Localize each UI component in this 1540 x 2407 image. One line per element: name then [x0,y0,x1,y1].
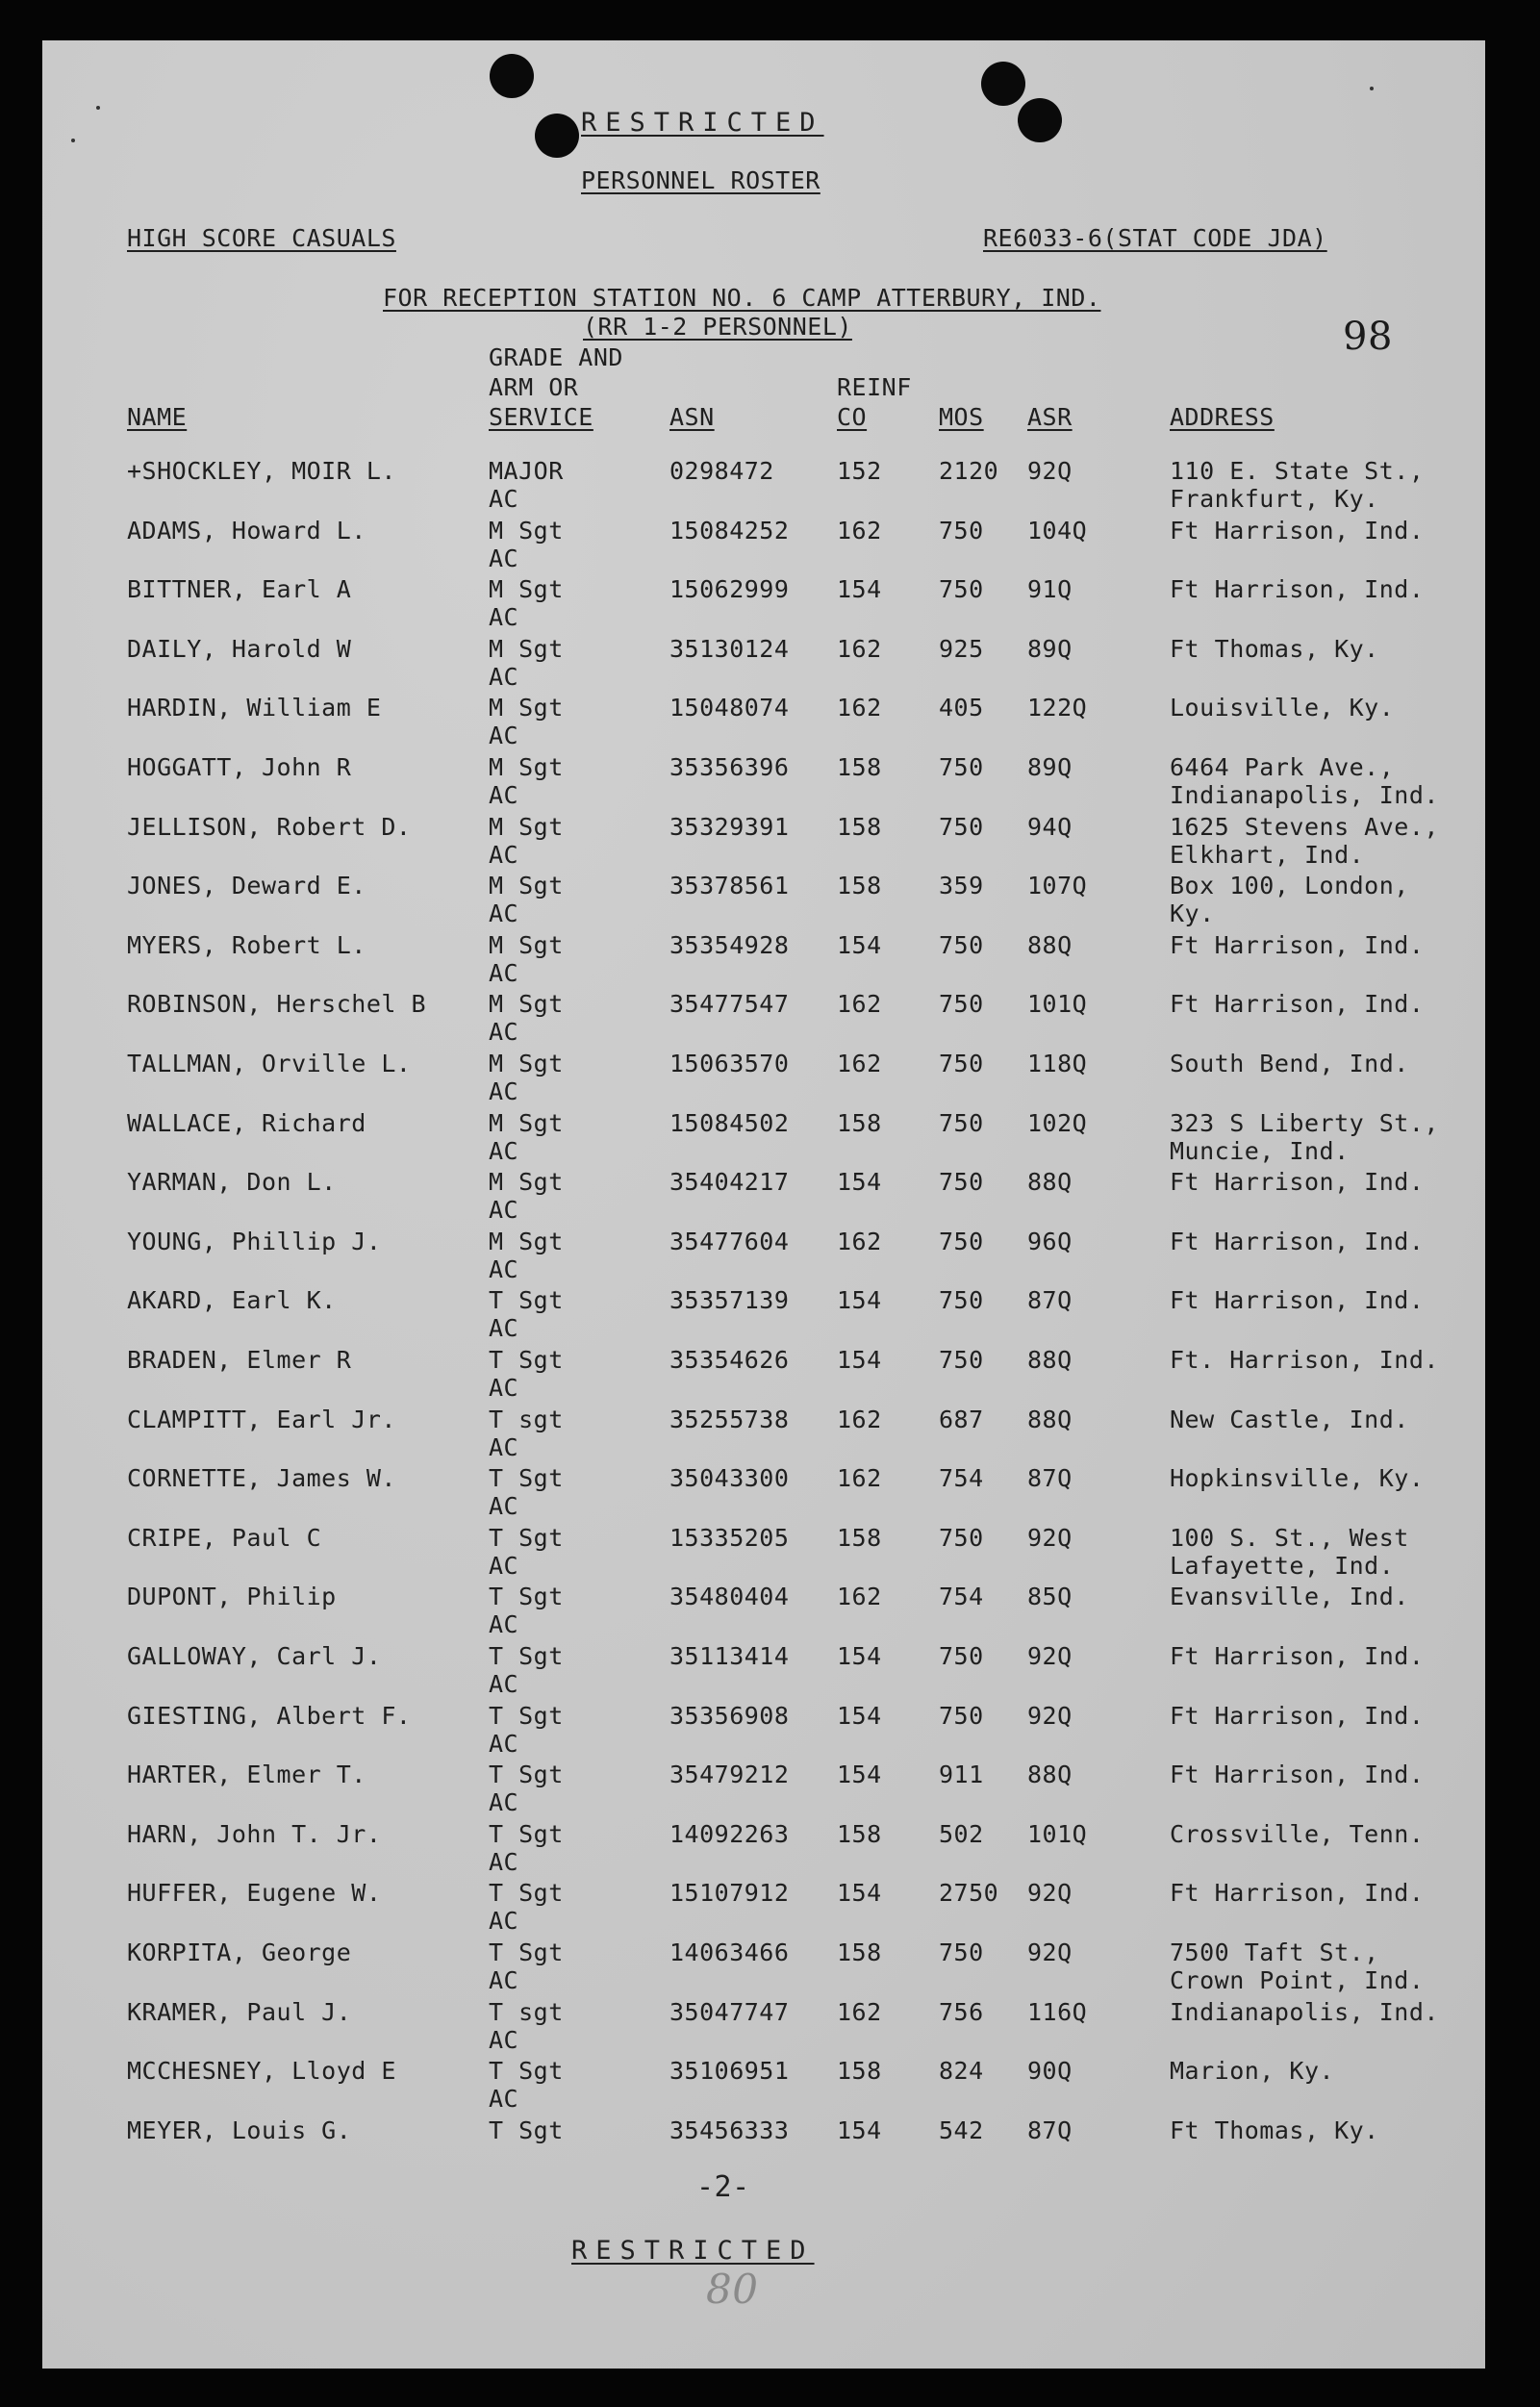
cell-mos: 750 [939,517,984,545]
cell-reinf-co: 158 [837,1524,882,1552]
cell-address-line1: Ft Thomas, Ky. [1170,2116,1379,2144]
cell-address-line2: Muncie, Ind. [1170,1137,1350,1165]
cell-grade: M Sgt [489,1050,564,1077]
cell-name: GIESTING, Albert F. [127,1702,412,1730]
cell-address-line1: Ft Harrison, Ind. [1170,990,1425,1018]
cell-address-line2: Elkhart, Ind. [1170,841,1365,869]
punch-hole [1018,98,1062,142]
cell-address-line1: Ft Harrison, Ind. [1170,1286,1425,1314]
cell-name: +SHOCKLEY, MOIR L. [127,457,396,485]
cell-reinf-co: 162 [837,1406,882,1433]
cell-reinf-co: 154 [837,1702,882,1730]
cell-asr: 89Q [1027,753,1073,781]
cell-asn: 35477547 [669,990,790,1018]
cell-address-line1: Ft Thomas, Ky. [1170,635,1379,663]
cell-asr: 91Q [1027,575,1073,603]
cell-asr: 92Q [1027,1702,1073,1730]
cell-reinf-co: 154 [837,1761,882,1788]
cell-mos: 750 [939,1109,984,1137]
document-title: PERSONNEL ROSTER [581,166,820,194]
cell-reinf-co: 158 [837,872,882,899]
cell-name: MYERS, Robert L. [127,931,366,959]
cell-address-line2: Ky. [1170,899,1215,927]
cell-address-line1: 7500 Taft St., [1170,1938,1379,1966]
cell-mos: 750 [939,1346,984,1374]
cell-reinf-co: 162 [837,1050,882,1077]
cell-mos: 911 [939,1761,984,1788]
header-grade-line2: ARM OR [489,373,579,401]
cell-grade: M Sgt [489,1168,564,1196]
cell-arm: AC [489,1848,519,1876]
cell-mos: 750 [939,1938,984,1966]
cell-mos: 542 [939,2116,984,2144]
cell-mos: 756 [939,1998,984,2026]
cell-asr: 88Q [1027,1406,1073,1433]
cell-asn: 15335205 [669,1524,790,1552]
cell-mos: 750 [939,1642,984,1670]
cell-asn: 14063466 [669,1938,790,1966]
cell-address-line1: Box 100, London, [1170,872,1409,899]
classification-header: RESTRICTED [581,108,824,138]
cell-name: MCCHESNEY, Lloyd E [127,2057,396,2085]
cell-asr: 96Q [1027,1228,1073,1255]
cell-arm: AC [489,1018,519,1046]
cell-asn: 15084252 [669,517,790,545]
cell-asr: 88Q [1027,931,1073,959]
cell-name: BITTNER, Earl A [127,575,352,603]
cell-name: KORPITA, George [127,1938,352,1966]
cell-address-line1: Ft Harrison, Ind. [1170,575,1425,603]
cell-mos: 750 [939,1228,984,1255]
cell-mos: 925 [939,635,984,663]
cell-grade: M Sgt [489,872,564,899]
cell-reinf-co: 162 [837,517,882,545]
cell-asr: 85Q [1027,1583,1073,1610]
cell-arm: AC [489,1492,519,1520]
cell-asn: 15048074 [669,694,790,722]
punch-hole [535,114,579,158]
punch-hole [490,54,534,98]
cell-name: YOUNG, Phillip J. [127,1228,382,1255]
cell-mos: 750 [939,931,984,959]
cell-name: ADAMS, Howard L. [127,517,366,545]
cell-name: BRADEN, Elmer R [127,1346,352,1374]
cell-grade: M Sgt [489,1228,564,1255]
cell-reinf-co: 154 [837,1879,882,1907]
cell-address-line1: Ft. Harrison, Ind. [1170,1346,1439,1374]
cell-asn: 15107912 [669,1879,790,1907]
cell-grade: M Sgt [489,1109,564,1137]
cell-arm: AC [489,1788,519,1816]
cell-address-line1: Ft Harrison, Ind. [1170,1761,1425,1788]
punch-hole [981,62,1025,106]
cell-name: HARDIN, William E [127,694,382,722]
cell-grade: T Sgt [489,1464,564,1492]
cell-mos: 405 [939,694,984,722]
cell-address-line1: Ft Harrison, Ind. [1170,1702,1425,1730]
cell-address-line1: South Bend, Ind. [1170,1050,1409,1077]
cell-address-line1: Ft Harrison, Ind. [1170,931,1425,959]
page-number: 98 [1343,315,1393,359]
cell-asr: 92Q [1027,1642,1073,1670]
cell-asr: 92Q [1027,457,1073,485]
cell-name: AKARD, Earl K. [127,1286,337,1314]
cell-asr: 88Q [1027,1168,1073,1196]
cell-arm: AC [489,2085,519,2113]
cell-asn: 35404217 [669,1168,790,1196]
cell-arm: AC [489,1433,519,1461]
cell-reinf-co: 162 [837,694,882,722]
cell-reinf-co: 154 [837,1168,882,1196]
cell-reinf-co: 154 [837,575,882,603]
cell-name: ROBINSON, Herschel B [127,990,427,1018]
cell-name: WALLACE, Richard [127,1109,366,1137]
cell-mos: 750 [939,813,984,841]
cell-grade: M Sgt [489,635,564,663]
header-asn: ASN [669,403,715,431]
cell-address-line1: Ft Harrison, Ind. [1170,517,1425,545]
cell-address-line1: Hopkinsville, Ky. [1170,1464,1425,1492]
cell-arm: AC [489,663,519,691]
header-address: ADDRESS [1170,403,1275,431]
cell-reinf-co: 154 [837,1286,882,1314]
cell-arm: AC [489,1670,519,1698]
cell-reinf-co: 158 [837,1938,882,1966]
cell-asr: 88Q [1027,1761,1073,1788]
cell-asn: 35113414 [669,1642,790,1670]
cell-address-line2: Crown Point, Ind. [1170,1966,1425,1994]
cell-reinf-co: 158 [837,1109,882,1137]
paper-speck [71,139,75,142]
cell-name: HARTER, Elmer T. [127,1761,366,1788]
cell-asr: 101Q [1027,1820,1088,1848]
cell-address-line1: Indianapolis, Ind. [1170,1998,1439,2026]
header-asr: ASR [1027,403,1073,431]
roster-code: RE6033-6(STAT CODE JDA) [983,224,1327,252]
cell-address-line2: Indianapolis, Ind. [1170,781,1439,809]
cell-grade: M Sgt [489,694,564,722]
cell-address-line2: Frankfurt, Ky. [1170,485,1379,513]
cell-grade: T Sgt [489,1642,564,1670]
cell-arm: AC [489,1907,519,1935]
cell-address-line1: New Castle, Ind. [1170,1406,1409,1433]
cell-mos: 750 [939,1524,984,1552]
cell-asr: 87Q [1027,1286,1073,1314]
cell-asr: 87Q [1027,1464,1073,1492]
cell-mos: 750 [939,1702,984,1730]
cell-asn: 35255738 [669,1406,790,1433]
cell-name: CORNETTE, James W. [127,1464,396,1492]
cell-asn: 35130124 [669,635,790,663]
header-grade-line1: GRADE AND [489,343,623,371]
cell-reinf-co: 154 [837,2116,882,2144]
cell-asn: 35356908 [669,1702,790,1730]
cell-address-line1: Louisville, Ky. [1170,694,1395,722]
cell-asr: 90Q [1027,2057,1073,2085]
cell-asn: 35356396 [669,753,790,781]
cell-mos: 824 [939,2057,984,2085]
cell-arm: AC [489,1137,519,1165]
cell-asr: 92Q [1027,1524,1073,1552]
cell-asn: 0298472 [669,457,774,485]
cell-asn: 35456333 [669,2116,790,2144]
cell-asr: 92Q [1027,1938,1073,1966]
cell-reinf-co: 162 [837,990,882,1018]
cell-name: KRAMER, Paul J. [127,1998,352,2026]
cell-grade: T sgt [489,1406,564,1433]
cell-reinf-co: 162 [837,1583,882,1610]
cell-arm: AC [489,1077,519,1105]
cell-address-line1: Ft Harrison, Ind. [1170,1168,1425,1196]
cell-mos: 2120 [939,457,999,485]
cell-asr: 107Q [1027,872,1088,899]
cell-reinf-co: 158 [837,2057,882,2085]
cell-arm: AC [489,959,519,987]
cell-asn: 35480404 [669,1583,790,1610]
cell-grade: T Sgt [489,1346,564,1374]
cell-asn: 35378561 [669,872,790,899]
paper-speck [96,106,100,110]
cell-asn: 35329391 [669,813,790,841]
classification-footer: RESTRICTED [571,2236,815,2266]
cell-asn: 14092263 [669,1820,790,1848]
cell-mos: 754 [939,1464,984,1492]
cell-arm: AC [489,841,519,869]
cell-name: TALLMAN, Orville L. [127,1050,412,1077]
cell-asn: 35357139 [669,1286,790,1314]
cell-reinf-co: 152 [837,457,882,485]
cell-name: CLAMPITT, Earl Jr. [127,1406,396,1433]
cell-asn: 35354626 [669,1346,790,1374]
cell-address-line1: 6464 Park Ave., [1170,753,1395,781]
cell-mos: 754 [939,1583,984,1610]
cell-reinf-co: 162 [837,1464,882,1492]
paper-speck [1370,87,1374,90]
cell-arm: AC [489,1966,519,1994]
cell-grade: T Sgt [489,1820,564,1848]
page-mark: -2- [696,2170,750,2204]
cell-asr: 87Q [1027,2116,1073,2144]
cell-asr: 101Q [1027,990,1088,1018]
cell-arm: AC [489,1730,519,1758]
cell-name: JELLISON, Robert D. [127,813,412,841]
cell-reinf-co: 154 [837,1346,882,1374]
cell-grade: MAJOR [489,457,564,485]
cell-address-line1: Crossville, Tenn. [1170,1820,1425,1848]
cell-name: MEYER, Louis G. [127,2116,352,2144]
cell-asr: 89Q [1027,635,1073,663]
cell-grade: T Sgt [489,1524,564,1552]
cell-asn: 35477604 [669,1228,790,1255]
cell-address-line1: Ft Harrison, Ind. [1170,1879,1425,1907]
cell-asn: 15084502 [669,1109,790,1137]
cell-asr: 102Q [1027,1109,1088,1137]
cell-mos: 359 [939,872,984,899]
cell-grade: T Sgt [489,1286,564,1314]
cell-asn: 35043300 [669,1464,790,1492]
header-reinf-line2: CO [837,403,868,431]
cell-asn: 35047747 [669,1998,790,2026]
cell-address-line1: 1625 Stevens Ave., [1170,813,1439,841]
cell-mos: 750 [939,1286,984,1314]
cell-mos: 2750 [939,1879,999,1907]
cell-grade: M Sgt [489,575,564,603]
cell-arm: AC [489,485,519,513]
cell-reinf-co: 162 [837,635,882,663]
cell-mos: 687 [939,1406,984,1433]
cell-mos: 750 [939,1050,984,1077]
cell-mos: 750 [939,990,984,1018]
cell-arm: AC [489,545,519,572]
header-mos: MOS [939,403,984,431]
cell-name: HARN, John T. Jr. [127,1820,382,1848]
cell-name: YARMAN, Don L. [127,1168,337,1196]
cell-arm: AC [489,1314,519,1342]
cell-asn: 35479212 [669,1761,790,1788]
cell-arm: AC [489,1552,519,1580]
cell-mos: 750 [939,1168,984,1196]
cell-arm: AC [489,1374,519,1402]
cell-reinf-co: 158 [837,1820,882,1848]
cell-address-line1: 100 S. St., West [1170,1524,1409,1552]
cell-asr: 94Q [1027,813,1073,841]
handwritten-note: 80 [706,2266,759,2313]
cell-arm: AC [489,603,519,631]
cell-address-line1: 110 E. State St., [1170,457,1425,485]
cell-grade: T Sgt [489,1938,564,1966]
cell-address-line1: Ft Harrison, Ind. [1170,1642,1425,1670]
cell-asr: 116Q [1027,1998,1088,2026]
cell-asr: 122Q [1027,694,1088,722]
cell-arm: AC [489,899,519,927]
cell-reinf-co: 162 [837,1998,882,2026]
cell-reinf-co: 154 [837,1642,882,1670]
cell-reinf-co: 158 [837,813,882,841]
cell-asr: 118Q [1027,1050,1088,1077]
cell-mos: 750 [939,753,984,781]
cell-reinf-co: 158 [837,753,882,781]
cell-address-line1: Marion, Ky. [1170,2057,1335,2085]
cell-mos: 502 [939,1820,984,1848]
cell-name: HOGGATT, John R [127,753,352,781]
cell-grade: M Sgt [489,931,564,959]
cell-name: HUFFER, Eugene W. [127,1879,382,1907]
header-reinf-line1: REINF [837,373,912,401]
header-name: NAME [127,403,188,431]
cell-asn: 35354928 [669,931,790,959]
cell-address-line1: 323 S Liberty St., [1170,1109,1439,1137]
cell-mos: 750 [939,575,984,603]
cell-name: JONES, Deward E. [127,872,366,899]
cell-asr: 92Q [1027,1879,1073,1907]
cell-asn: 15062999 [669,575,790,603]
roster-category: HIGH SCORE CASUALS [127,224,396,252]
cell-address-line1: Evansville, Ind. [1170,1583,1409,1610]
cell-grade: T Sgt [489,2057,564,2085]
personnel-subtitle: (RR 1-2 PERSONNEL) [583,313,852,341]
cell-name: DAILY, Harold W [127,635,352,663]
cell-arm: AC [489,1196,519,1224]
cell-grade: T Sgt [489,1702,564,1730]
cell-reinf-co: 162 [837,1228,882,1255]
cell-reinf-co: 154 [837,931,882,959]
cell-asr: 104Q [1027,517,1088,545]
cell-grade: M Sgt [489,517,564,545]
cell-asn: 15063570 [669,1050,790,1077]
cell-grade: T Sgt [489,1583,564,1610]
cell-grade: T Sgt [489,2116,564,2144]
cell-grade: T Sgt [489,1879,564,1907]
cell-arm: AC [489,2026,519,2054]
cell-arm: AC [489,1255,519,1283]
cell-arm: AC [489,781,519,809]
cell-grade: M Sgt [489,990,564,1018]
cell-name: DUPONT, Philip [127,1583,337,1610]
cell-name: GALLOWAY, Carl J. [127,1642,382,1670]
cell-name: CRIPE, Paul C [127,1524,322,1552]
cell-address-line2: Lafayette, Ind. [1170,1552,1395,1580]
cell-address-line1: Ft Harrison, Ind. [1170,1228,1425,1255]
station-line: FOR RECEPTION STATION NO. 6 CAMP ATTERBURY, IND. [383,284,1101,312]
cell-grade: T Sgt [489,1761,564,1788]
cell-asr: 88Q [1027,1346,1073,1374]
roster-page [42,40,1485,2369]
cell-arm: AC [489,722,519,749]
cell-grade: M Sgt [489,753,564,781]
cell-grade: T sgt [489,1998,564,2026]
cell-arm: AC [489,1610,519,1638]
cell-grade: M Sgt [489,813,564,841]
header-grade-line3: SERVICE [489,403,593,431]
cell-asn: 35106951 [669,2057,790,2085]
